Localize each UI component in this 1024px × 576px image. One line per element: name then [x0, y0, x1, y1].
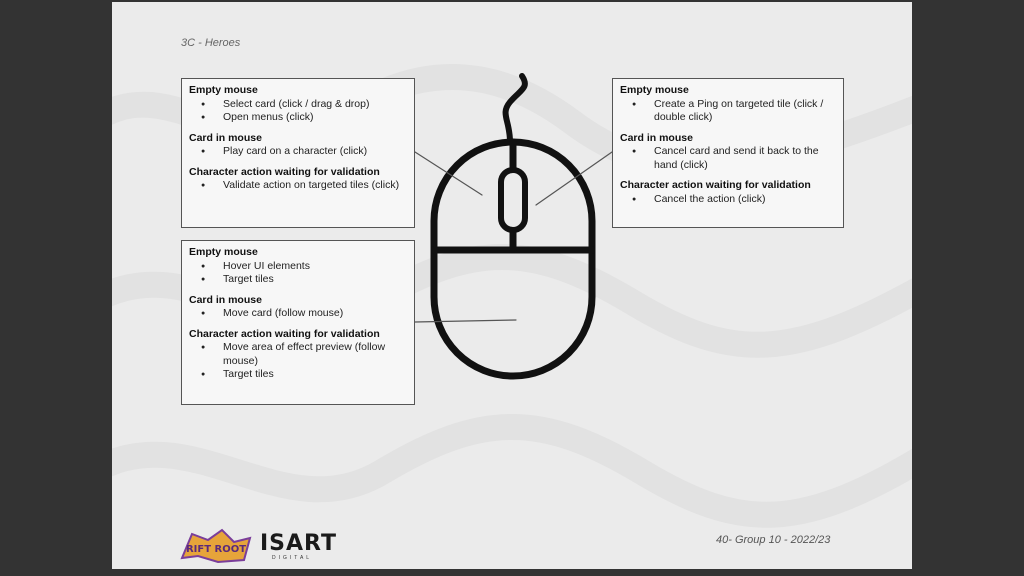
list-item: ● Move card (follow mouse)	[189, 307, 407, 321]
list-item: ● Move area of effect preview (follow mouse)	[189, 341, 407, 368]
mouse-icon	[112, 2, 912, 569]
footer-page-info: 40- Group 10 - 2022/23	[716, 534, 831, 546]
connector-right-click	[536, 152, 612, 205]
list-item: ● Target tiles	[189, 273, 407, 287]
game-logo	[178, 528, 254, 564]
slide-title: 3C - Heroes	[181, 37, 241, 49]
list-item: ● Play card on a character (click)	[189, 145, 407, 159]
connector-left-click	[415, 152, 482, 195]
list-item: ● Cancel the action (click)	[620, 193, 836, 207]
list-item: ● Select card (click / drag & drop)	[189, 98, 407, 112]
list-item: ● Validate action on targeted tiles (click)	[189, 179, 407, 193]
list-item: ● Cancel card and send it back to the hand (click)	[620, 145, 836, 172]
connector-mouse-move	[415, 320, 516, 322]
section-title: Character action waiting for validation	[620, 179, 811, 191]
school-logo: ISART	[260, 531, 338, 556]
section-title: Card in mouse	[620, 131, 693, 144]
section-title: Card in mouse	[189, 293, 262, 306]
section-title: Character action waiting for validation	[189, 327, 380, 340]
list-item: ● Open menus (click)	[189, 111, 407, 125]
game-logo-text: RIFT ROOT	[185, 544, 247, 555]
section-title: Character action waiting for validation	[189, 165, 380, 178]
list-item: ● Hover UI elements	[189, 260, 407, 274]
section-title: Empty mouse	[189, 246, 258, 258]
section-title: Empty mouse	[189, 84, 258, 96]
scroll-wheel	[501, 170, 525, 230]
section-title: Card in mouse	[189, 131, 262, 144]
mouse-cable	[506, 76, 525, 142]
slide	[112, 2, 912, 569]
list-item: ● Create a Ping on targeted tile (click / double click)	[620, 98, 836, 125]
school-logo-sub: DIGITAL	[272, 555, 313, 561]
list-item: ● Target tiles	[189, 368, 407, 382]
section-title: Empty mouse	[620, 84, 689, 96]
